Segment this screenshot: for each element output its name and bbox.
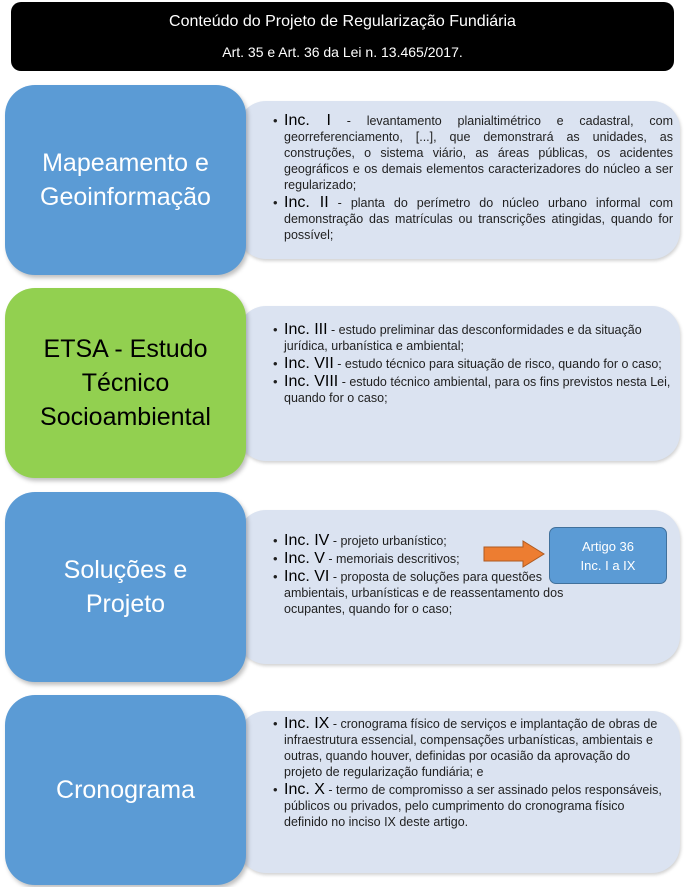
inc-label: Inc. VI [284,568,330,585]
article-36-callout [549,527,667,584]
section-2-title: ETSA - Estudo Técnico Socioambiental [40,335,211,431]
section-3-title: Soluções e Projeto [63,556,188,618]
list-item [273,374,671,406]
bullet-icon: • [273,716,278,731]
section-4-items [273,716,671,832]
list-item [273,533,595,549]
bullet-icon: • [273,782,278,797]
section-2-tile [5,288,246,478]
item-text: - termo de compromisso a ser assinado pelos responsáveis, públicos ou privados, pelo cumprimento do cronograma físico definido no inciso IX deste artigo. [284,783,662,829]
list-item [273,113,673,193]
bullet-icon: • [273,356,278,371]
bullet-icon: • [273,569,278,584]
list-item [273,195,673,243]
list-item [273,551,595,567]
right-arrow-icon [483,540,545,568]
inc-label: Inc. I [284,112,331,129]
inc-label: Inc. VIII [284,373,339,390]
list-item [273,569,595,617]
section-1-tile [5,85,246,275]
list-item [273,782,671,830]
callout-line-2: Inc. I a IX [580,557,636,573]
bullet-icon: • [273,551,278,566]
inc-label: Inc. II [284,194,329,211]
section-4-tile [5,695,246,885]
inc-label: Inc. X [284,781,325,798]
item-text: - estudo preliminar das desconformidades e da situação jurídica, urbanística e ambiental; [284,323,642,353]
section-3-items [273,533,595,619]
list-item [273,322,671,354]
item-text: - estudo técnico para situação de risco, quando for o caso; [333,357,662,371]
header-banner [11,2,674,71]
item-text: - planta do perímetro do núcleo urbano informal com demonstração das matrículas ou transcrições atingidas, quando for possível; [284,196,673,242]
bullet-icon: • [273,533,278,548]
item-text: - proposta de soluções para questões ambientais, urbanísticas e de reassentamento dos ocupantes, quando for o caso; [284,570,564,616]
section-4-title: Cronograma [56,776,195,804]
header-subtitle: Art. 35 e Art. 36 da Lei n. 13.465/2017. [222,44,463,60]
inc-label: Inc. VII [284,355,334,372]
inc-label: Inc. III [284,321,328,338]
list-item [273,356,671,372]
item-text: - projeto urbanístico; [329,534,447,548]
item-text: - cronograma físico de serviços e implantação de obras de infraestrutura essencial, compensações urbanísticas, ambientais e outras, quando houver, definidas por ocasião da aprovação do projeto de regularização fundiária; e [284,717,658,779]
item-text: - estudo técnico ambiental, para os fins previstos nesta Lei, quando for o caso; [284,375,671,405]
section-1-items [273,113,673,245]
callout-line-1: Artigo 36 [581,538,635,554]
bullet-icon: • [273,113,278,128]
list-item [273,716,671,780]
item-text: - levantamento planialtimétrico e cadastral, com georreferenciamento, [...], que demonstrará as unidades, as construções, o sistema viário, as áreas públicas, os acidentes geográficos e os demais elementos caracterizadores do núcleo a ser regularizado; [284,114,673,192]
section-3-tile [5,492,246,682]
bullet-icon: • [273,322,278,337]
bullet-icon: • [273,195,278,210]
inc-label: Inc. V [284,550,325,567]
section-1-title: Mapeamento e Geoinformação [40,149,211,211]
header-title: Conteúdo do Projeto de Regularização Fundiária [169,13,516,30]
inc-label: Inc. IV [284,532,330,549]
inc-label: Inc. IX [284,715,330,732]
item-text: - memoriais descritivos; [324,552,460,566]
section-2-items [273,322,671,408]
bullet-icon: • [273,374,278,389]
